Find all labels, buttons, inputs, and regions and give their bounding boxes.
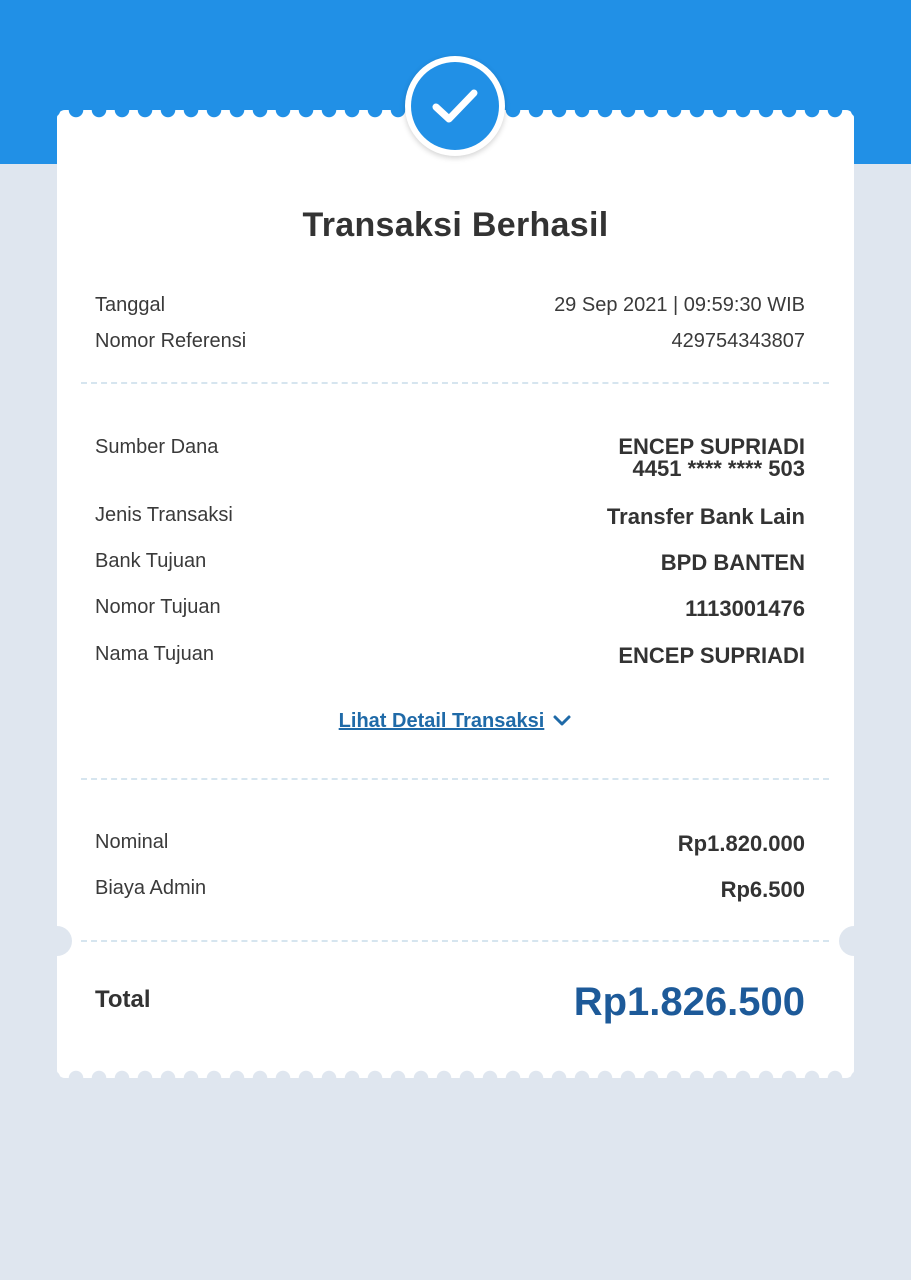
source-label: Sumber Dana xyxy=(95,436,219,458)
date-value: 29 Sep 2021 | 09:59:30 WIB xyxy=(554,294,805,316)
destination-bank-label: Bank Tujuan xyxy=(95,550,207,572)
view-details-label[interactable]: Lihat Detail Transaksi xyxy=(338,710,545,732)
transaction-type-value: Transfer Bank Lain xyxy=(606,504,805,529)
admin-fee-label: Biaya Admin xyxy=(95,877,207,899)
reference-label: Nomor Referensi xyxy=(95,330,247,352)
receipt-notch-left xyxy=(42,926,72,956)
source-row xyxy=(95,436,805,480)
destination-number-row xyxy=(95,596,805,622)
receipt-bottom-edge xyxy=(57,1069,854,1087)
divider xyxy=(81,382,829,384)
source-name: ENCEP SUPRIADI xyxy=(618,434,805,459)
admin-fee-row xyxy=(95,877,805,903)
divider xyxy=(81,940,829,942)
destination-bank-value: BPD BANTEN xyxy=(660,550,805,575)
destination-bank-row xyxy=(95,550,805,576)
receipt-card xyxy=(57,110,854,1078)
destination-name-label: Nama Tujuan xyxy=(95,643,214,665)
destination-number-label: Nomor Tujuan xyxy=(95,596,221,618)
nominal-row xyxy=(95,831,805,857)
destination-name-row xyxy=(95,643,805,669)
receipt-notch-right xyxy=(839,926,869,956)
chevron-down-icon[interactable] xyxy=(552,710,572,733)
nominal-value: Rp1.820.000 xyxy=(677,831,805,856)
view-details-link[interactable] xyxy=(57,710,854,733)
check-icon xyxy=(411,62,499,150)
success-badge xyxy=(405,56,505,156)
date-label: Tanggal xyxy=(95,294,166,316)
source-account: 4451 **** **** 503 xyxy=(632,456,805,481)
reference-value: 429754343807 xyxy=(671,330,805,352)
page-title: Transaksi Berhasil xyxy=(302,206,609,244)
transaction-type-label: Jenis Transaksi xyxy=(95,504,233,526)
date-row xyxy=(95,294,805,317)
total-label: Total xyxy=(95,986,151,1013)
transaction-type-row xyxy=(95,504,805,530)
source-value xyxy=(618,436,805,480)
divider xyxy=(81,778,829,780)
destination-name-value: ENCEP SUPRIADI xyxy=(618,643,805,668)
total-value: Rp1.826.500 xyxy=(573,980,805,1024)
nominal-label: Nominal xyxy=(95,831,169,853)
admin-fee-value: Rp6.500 xyxy=(720,877,805,902)
destination-number-value: 1113001476 xyxy=(685,596,805,621)
reference-row xyxy=(95,330,805,353)
